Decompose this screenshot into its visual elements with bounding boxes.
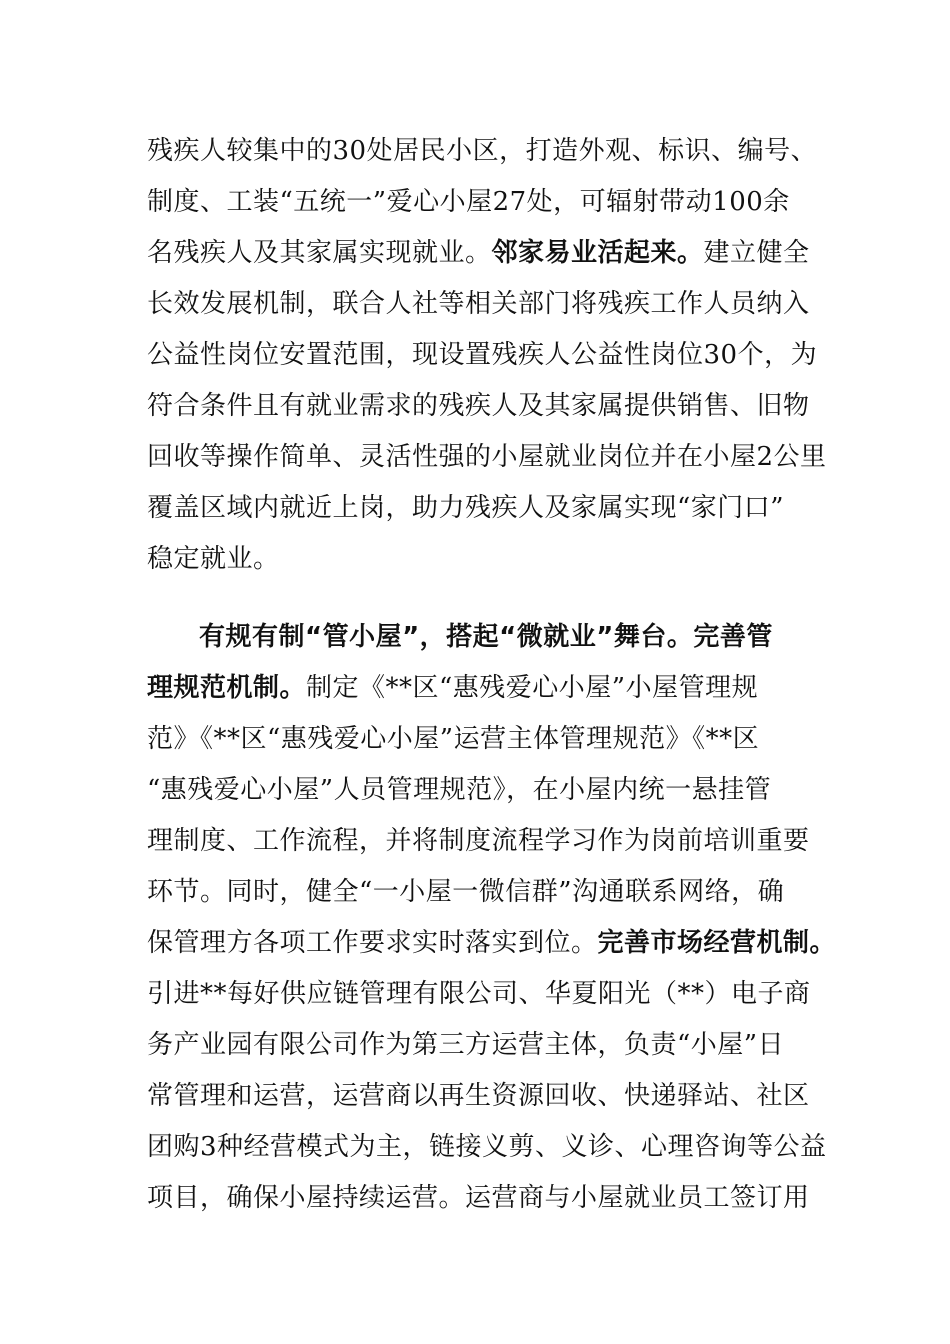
- text-segment: 保管理方各项工作要求实时落实到位。: [147, 928, 598, 958]
- text-segment: “惠残爱心小屋”人员管理规范》，在小屋内统一悬挂管: [147, 775, 772, 805]
- text-segment: 务产业园有限公司作为第三方运营主体，负责“小屋”日: [147, 1030, 785, 1060]
- bold-heading-segment: 有规有制“管小屋”，搭起“微就业”舞台。完善管: [199, 622, 773, 652]
- text-segment: 范》《**区“惠残爱心小屋”运营主体管理规范》《**区: [147, 724, 760, 754]
- text-line: [147, 612, 807, 663]
- paragraph-1: [147, 126, 827, 585]
- text-segment: 项目，确保小屋持续运营。运营商与小屋就业员工签订用: [147, 1183, 810, 1213]
- text-line: [147, 918, 837, 969]
- bold-heading-segment: 邻家易业活起来。: [491, 238, 704, 268]
- text-line: [147, 969, 811, 1020]
- text-line: [147, 867, 807, 918]
- text-line: [147, 1122, 827, 1173]
- text-segment: 团购3种经营模式为主，链接义剪、义诊、心理咨询等公益: [147, 1132, 827, 1162]
- text-segment: 引进**每好供应链管理有限公司、华夏阳光（**）电子商: [147, 979, 811, 1009]
- text-line: [147, 483, 807, 534]
- text-line: [147, 432, 827, 483]
- text-line: [147, 1020, 807, 1071]
- text-line: [147, 126, 818, 177]
- text-segment: 回收等操作简单、灵活性强的小屋就业岗位并在小屋2公里: [147, 442, 827, 472]
- text-line: [147, 228, 810, 279]
- text-segment: 制度、工装“五统一”爱心小屋27处，可辐射带动100余: [147, 187, 790, 217]
- bold-heading-segment: 理规范机制。: [147, 673, 307, 703]
- text-segment: 公益性岗位安置范围，现设置残疾人公益性岗位30个，为: [147, 340, 818, 370]
- text-line: [147, 381, 810, 432]
- text-segment: 常管理和运营，运营商以再生资源回收、快递驿站、社区: [147, 1081, 810, 1111]
- text-line: [147, 177, 807, 228]
- text-segment: 残疾人较集中的30处居民小区，打造外观、标识、编号、: [147, 136, 818, 166]
- text-line: [147, 765, 807, 816]
- paragraph-2: [147, 612, 837, 1224]
- text-segment: 符合条件且有就业需求的残疾人及其家属提供销售、旧物: [147, 391, 810, 421]
- text-line: [147, 330, 818, 381]
- text-line: [147, 279, 810, 330]
- text-segment: 长效发展机制，联合人社等相关部门将残疾工作人员纳入: [147, 289, 810, 319]
- text-line: [147, 534, 807, 585]
- text-line: [147, 663, 807, 714]
- text-segment: 稳定就业。: [147, 544, 280, 574]
- text-line: [147, 714, 807, 765]
- text-line: [147, 1071, 810, 1122]
- text-segment: 环节。同时，健全“一小屋一微信群”沟通联系网络，确: [147, 877, 785, 907]
- text-segment: 制定《**区“惠残爱心小屋”小屋管理规: [306, 673, 759, 703]
- text-segment: 理制度、工作流程，并将制度流程学习作为岗前培训重要: [147, 826, 810, 856]
- bold-heading-segment: 完善市场经营机制。: [597, 928, 837, 958]
- text-line: [147, 1173, 810, 1224]
- text-segment: 名残疾人及其家属实现就业。: [147, 238, 492, 268]
- text-line: [147, 816, 810, 867]
- text-segment: 建立健全: [703, 238, 810, 268]
- text-segment: 覆盖区域内就近上岗，助力残疾人及家属实现“家门口”: [147, 493, 785, 523]
